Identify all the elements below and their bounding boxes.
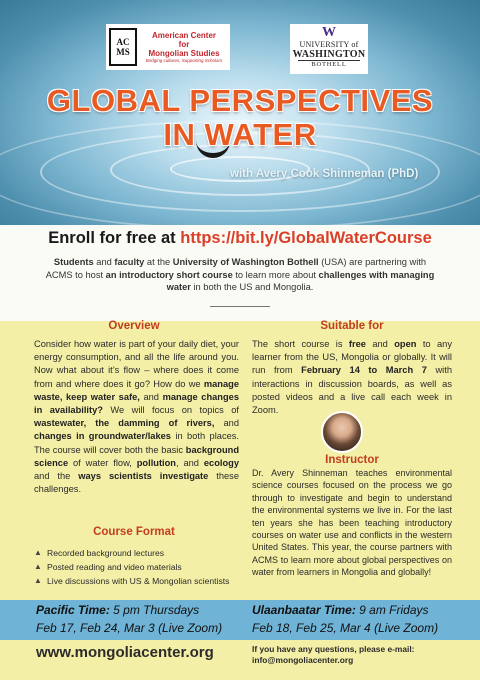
suitable-heading: Suitable for <box>320 320 384 332</box>
acms-logo-mark: AC MS <box>109 28 137 66</box>
ulaanbaatar-time: Ulaanbaatar Time: 9 am Fridays <box>252 603 429 617</box>
acms-logo-name: American Center for Mongolian Studies Bridging cultures, Supporting Scholars <box>141 31 227 64</box>
enroll-line: Enroll for free at https://bit.ly/GlobalWaterCourse <box>48 229 432 247</box>
list-item: ▲ Live discussions with US & Mongolian scientists <box>34 576 230 586</box>
uw-w-mark: W <box>322 25 336 40</box>
email-link[interactable]: info@mongoliacenter.org <box>252 655 354 665</box>
course-format-list <box>34 546 229 588</box>
divider <box>210 306 270 307</box>
list-item: ▲ Recorded background lectures <box>34 548 165 558</box>
intro-paragraph: Students and faculty at the University of Washington Bothell (USA) are partnering with ACMS to host an introductory short course to learn more about challenges with managing water in both the US and Mongolia. <box>45 257 435 292</box>
overview-text: Consider how water is part of your daily diet, your energy consumption, and all the life around you. Now what about it’s flow – where does it come from and where does it go? How do we manage waste, keep water safe, and manage changes in availability? We will focus on topics of wastewater, the damming of rivers, and changes in groundwater/lakes in both places. The course will cover both the basic background science of water flow, pollution, and ecology and the ways scientists investigate these challenges. <box>34 339 240 495</box>
list-item: ▲ Posted reading and video materials <box>34 562 182 572</box>
ulaanbaatar-dates: Feb 18, Feb 25, Mar 4 (Live Zoom) <box>252 621 439 635</box>
overview-heading: Overview <box>108 320 160 332</box>
page-title-line2: IN WATER <box>163 117 317 152</box>
instructor-subtitle: with Avery Cook Shinneman (PhD) <box>230 168 419 180</box>
instructor-avatar <box>321 411 363 453</box>
uw-bothell-logo: W UNIVERSITY of WASHINGTON BOTHELL <box>290 24 368 74</box>
acms-tagline: Bridging cultures, Supporting Scholars <box>145 57 223 63</box>
graduation-cap-icon: ▲ <box>34 576 42 585</box>
graduation-cap-icon: ▲ <box>34 562 42 571</box>
suitable-text: The short course is free and open to any learner from the US, Mongolia or globally. It will run from February 14 to March 7 with interactions in discussion boards, as well as posted videos and a live call each week in Zoom. <box>252 339 452 416</box>
page-title-line1: GLOBAL PERSPECTIVES <box>46 83 434 118</box>
instructor-heading: Instructor <box>325 454 379 466</box>
contact-info: If you have any questions, please e-mail: info@mongoliacenter.org <box>252 644 415 665</box>
graduation-cap-icon: ▲ <box>34 548 42 557</box>
pacific-dates: Feb 17, Feb 24, Mar 3 (Live Zoom) <box>36 621 223 635</box>
acms-logo <box>106 24 230 70</box>
pacific-time: Pacific Time: 5 pm Thursdays <box>36 603 200 617</box>
enroll-link[interactable]: https://bit.ly/GlobalWaterCourse <box>180 229 432 247</box>
website-link[interactable]: www.mongoliacenter.org <box>36 644 214 661</box>
instructor-bio: Dr. Avery Shinneman teaches environmental science courses focused on the process we go through to investigate and begin to understand the environmental systems we live in. For the last ten years she has been teaching introductory courses on water use and conflicts in the western United States. This year, the course partners with ACMS to learn more about global perspectives on water from learners in Mongolia and globally! <box>252 468 452 578</box>
course-format-heading: Course Format <box>93 526 175 538</box>
